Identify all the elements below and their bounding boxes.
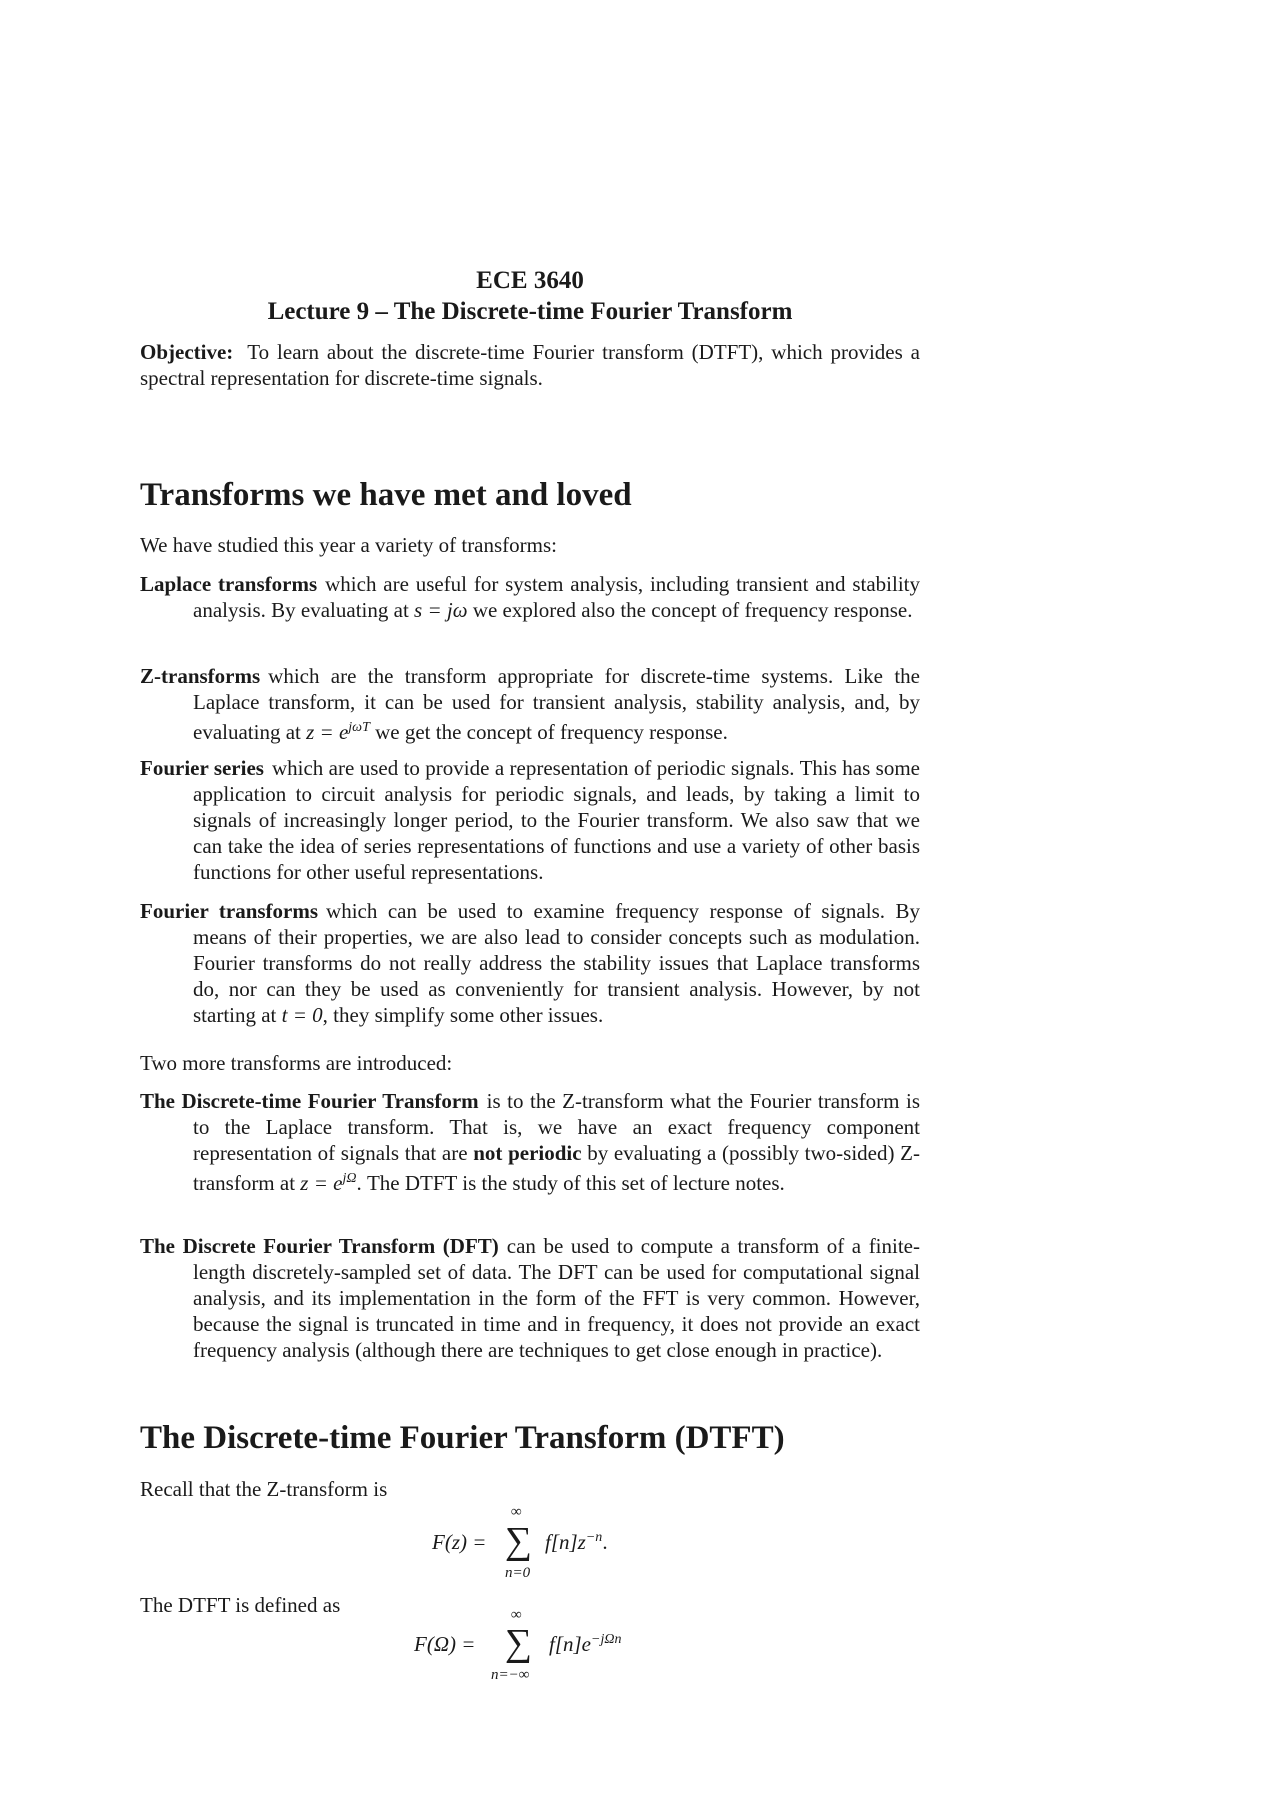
term-ztransform: Z-transforms — [140, 664, 261, 688]
term-fourier-series: Fourier series — [140, 756, 264, 780]
list-item-ztransform: Z-transforms which are the transform appropriate for discrete-time systems. Like the Laplace transform, it can be used for transient analysis, stability analysis, and, by evaluating at $z = e^{j\omega T}$ we get the concept of frequency response. — [140, 664, 920, 744]
term-dft: The Discrete Fourier Transform (DFT) — [140, 1234, 499, 1258]
section-heading-transforms: Transforms we have met and loved — [140, 477, 632, 513]
objective-paragraph — [140, 339, 920, 391]
objective-text: To learn about the discrete-time Fourier transform (DTFT), which provides a spectral representation for discrete-time signals. — [140, 340, 920, 390]
recall-text: Recall that the Z-transform is — [140, 1477, 388, 1501]
term-fourier-transforms: Fourier transforms — [140, 899, 319, 923]
list-item-dtft: The Discrete-time Fourier Transform is to the Z-transform what the Fourier transform is to the Laplace transform. That is, we have an exact frequency component representation of signals that are not periodic by evaluating a (possibly two-sided) Z-transform at $z = e^{j\Omega}$. The DTFT is the study of this set of lecture notes. — [140, 1089, 921, 1195]
course-title: ECE 3640 — [476, 267, 584, 294]
sigma-icon: ∑ — [505, 1622, 533, 1664]
term-dtft: The Discrete-time Fourier Transform — [140, 1089, 479, 1113]
defined-text: The DTFT is defined as — [140, 1593, 341, 1617]
lecture-title: Lecture 9 – The Discrete-time Fourier Transform — [267, 298, 793, 325]
list-item-dft: The Discrete Fourier Transform (DFT) can be used to compute a transform of a finite-length discretely-sampled set of data. The DFT can be used for computational signal analysis, and its implementation in the form of the FFT is very common. However, because the signal is truncated in time and in frequency, it does not provide an exact frequency analysis (although there are techniques to get close enough in practice). — [140, 1234, 920, 1362]
equation-z-transform: F(z) = ∞ ∑ n=0 $f[n]z^{-n}$. — [432, 1504, 608, 1581]
term-laplace: Laplace transforms — [140, 572, 318, 596]
sigma-icon: ∑ — [505, 1520, 533, 1562]
objective-label: Objective: — [140, 340, 234, 364]
section-heading-dtft: The Discrete-time Fourier Transform (DTFT) — [140, 1420, 785, 1456]
more-intro-text: Two more transforms are introduced: — [140, 1051, 453, 1075]
emphasis-not-periodic: not periodic — [473, 1141, 582, 1165]
list-item-fourier-transforms: Fourier transforms which can be used to examine frequency response of signals. By means of their properties, we are also lead to consider concepts such as modulation. Fourier transforms do not really address the stability issues that Laplace transforms do, nor can they be used as conveniently for transient analysis. However, by not starting at t = 0, they simplify some other issues. — [140, 899, 920, 1027]
list-item-laplace: Laplace transforms which are useful for system analysis, including transient and stability analysis. By evaluating at s = jω we explored also the concept of frequency response. — [140, 572, 921, 622]
equation-dtft: F(Ω) = ∞ ∑ n=−∞ $f[n]e^{-j\Omega n}$ — [414, 1607, 622, 1683]
title-block — [0, 265, 1060, 327]
intro-text: We have studied this year a variety of transforms: — [140, 533, 558, 557]
list-item-fourier-series: Fourier series which are used to provide a representation of periodic signals. This has some application to circuit analysis for periodic signals, and leads, by taking a limit to signals of increasingly longer period, to the Fourier transform. We also saw that we can take the idea of series representations of functions and use a variety of other basis functions for other useful representations. — [140, 756, 920, 884]
